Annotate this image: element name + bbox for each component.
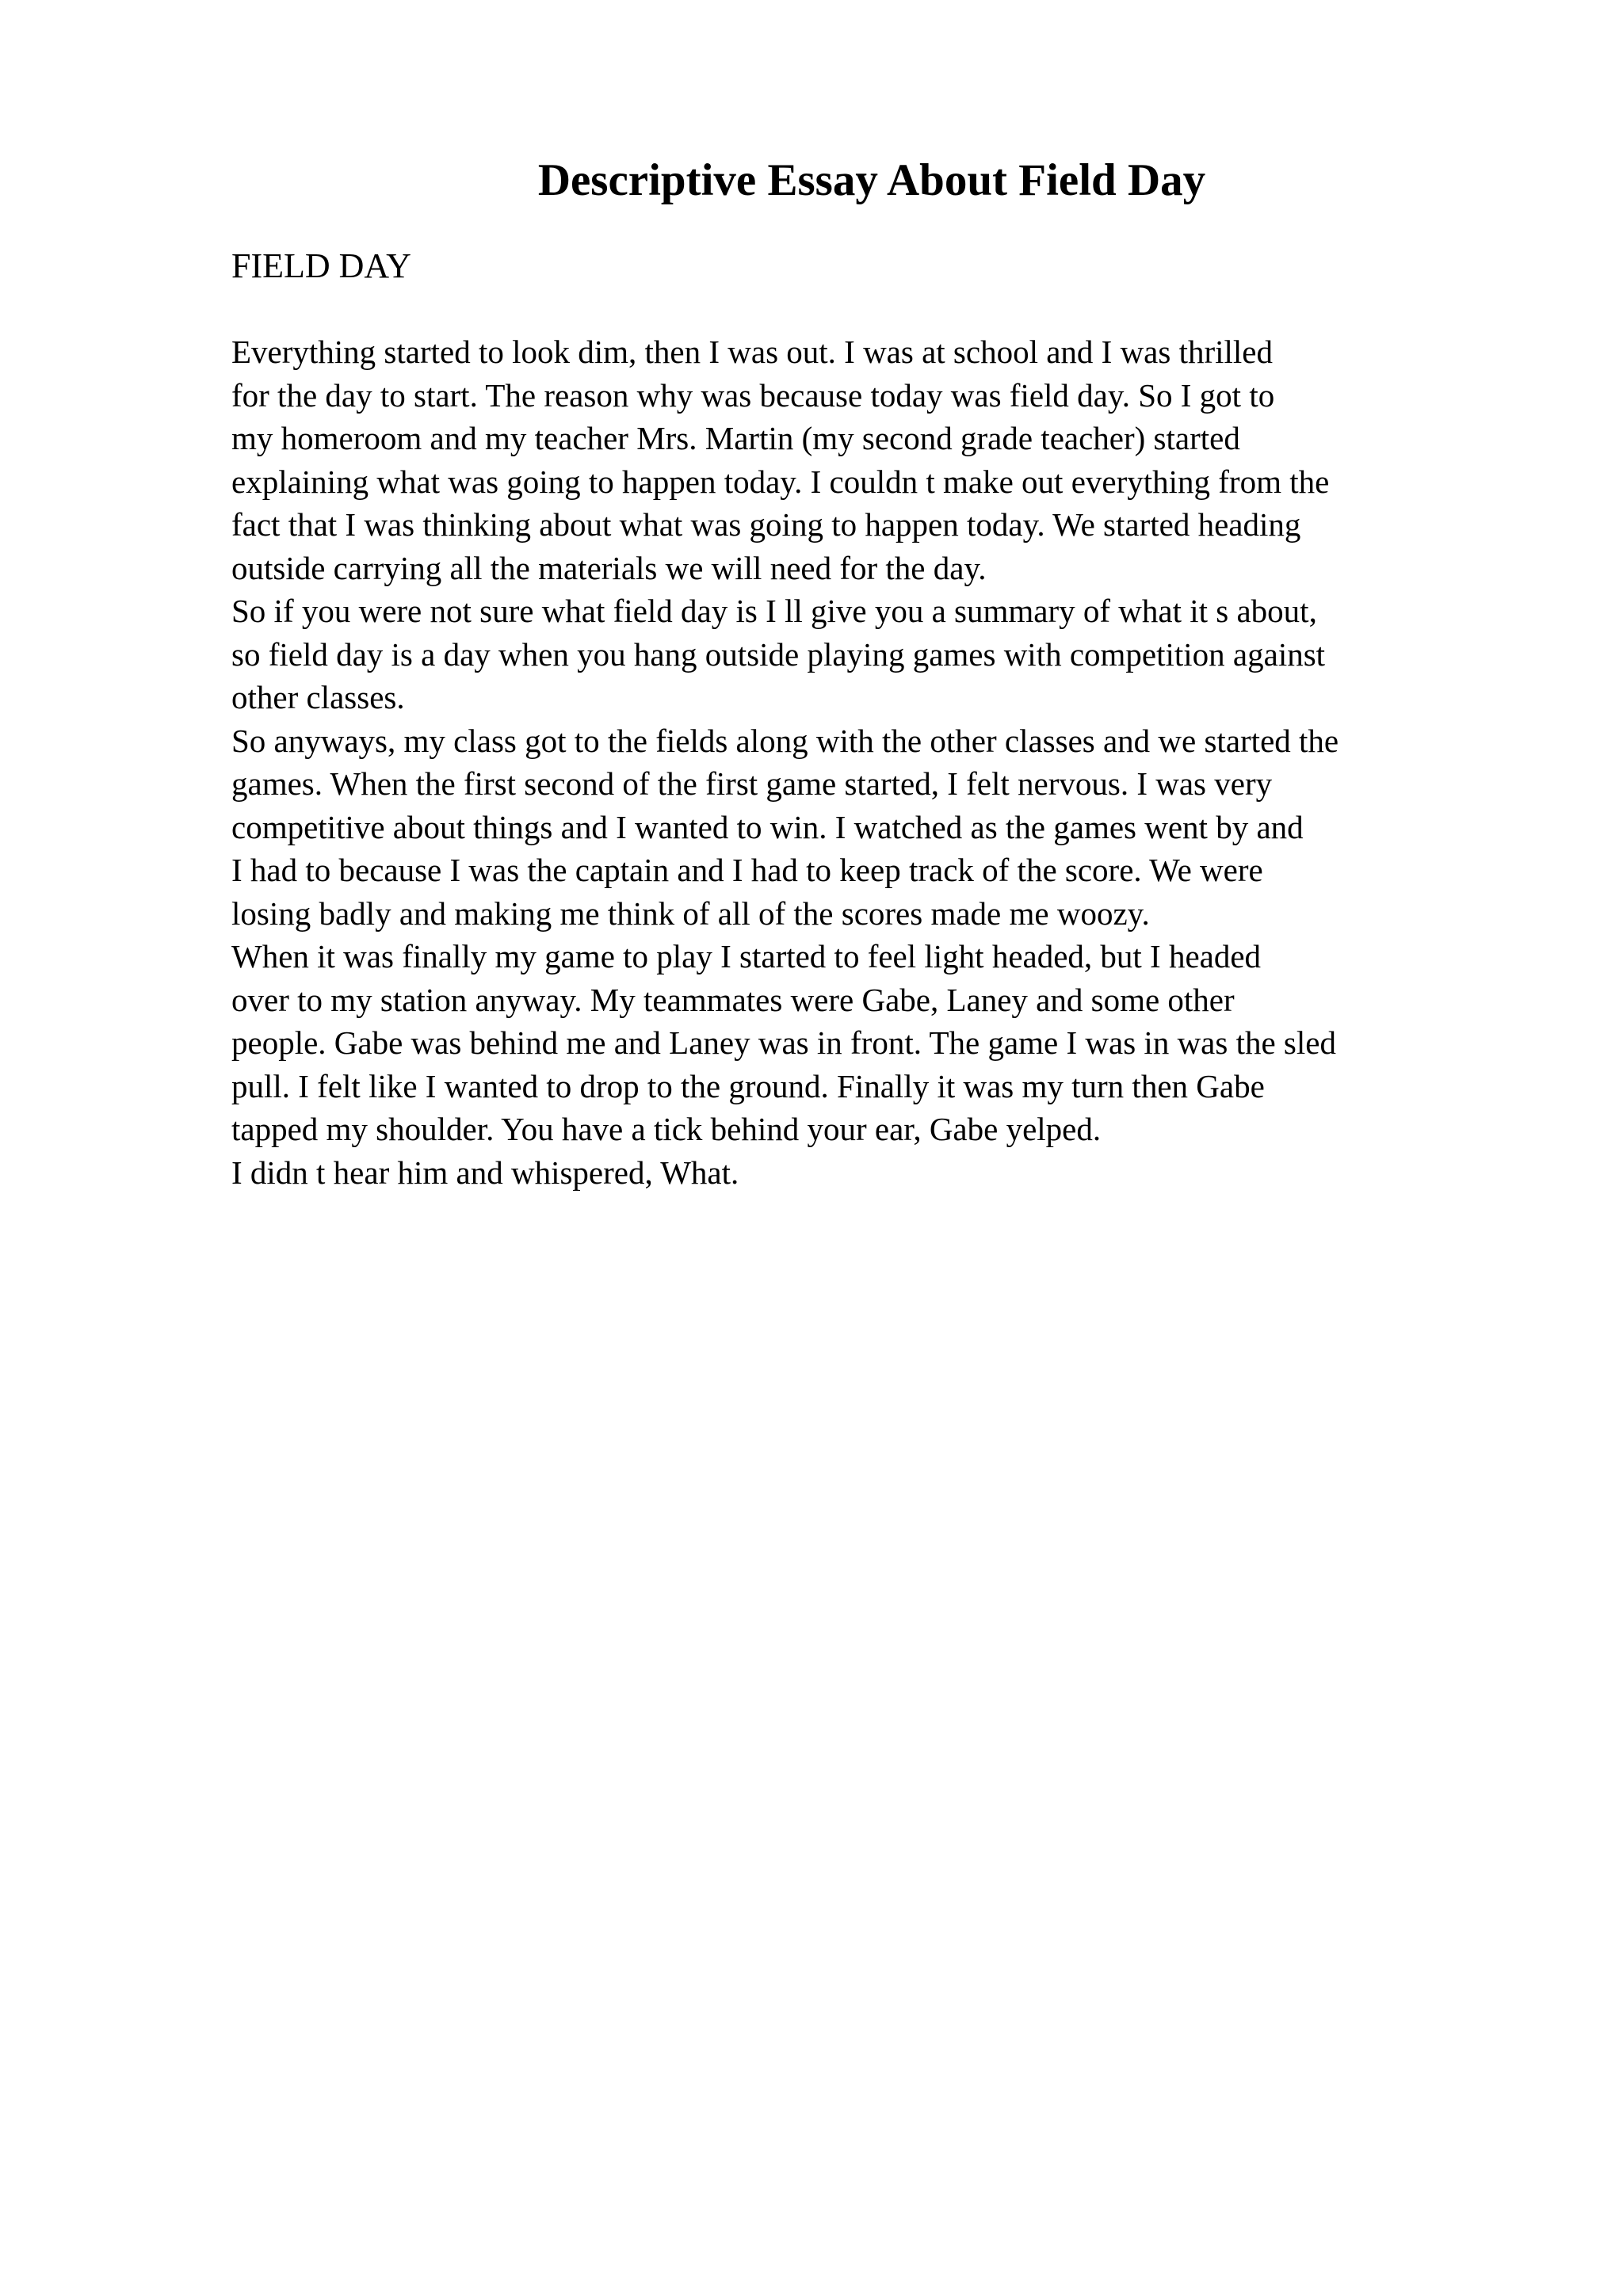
body-line: So anyways, my class got to the fields along with the other classes and we started the: [231, 722, 1339, 759]
body-line: tapped my shoulder. You have a tick behind your ear, Gabe yelped.: [231, 1111, 1102, 1147]
body-line: over to my station anyway. My teammates were Gabe, Laney and some other: [231, 981, 1235, 1018]
body-line: I had to because I was the captain and I had to keep track of the score. We were: [231, 852, 1263, 888]
page-title: Descriptive Essay About Field Day: [537, 155, 1206, 205]
body-line: pull. I felt like I wanted to drop to the ground. Finally it was my turn then Gabe: [231, 1067, 1265, 1104]
body-line: people. Gabe was behind me and Laney was in front. The game I was in was the sled: [231, 1024, 1336, 1061]
body-line: outside carrying all the materials we will need for the day.: [231, 549, 987, 586]
body-line: other classes.: [231, 679, 405, 715]
essay-body: [231, 330, 1579, 1194]
body-line: my homeroom and my teacher Mrs. Martin (my second grade teacher) started: [231, 420, 1240, 456]
essay-subtitle: FIELD DAY: [231, 246, 411, 285]
body-line: explaining what was going to happen today. I couldn t make out everything from the: [231, 463, 1330, 500]
body-line: losing badly and making me think of all of the scores made me woozy.: [231, 894, 1150, 932]
body-line: fact that I was thinking about what was going to happen today. We started heading: [231, 506, 1301, 543]
body-line: Everything started to look dim, then I was out. I was at school and I was thrilled: [231, 334, 1274, 370]
body-line: games. When the first second of the first game started, I felt nervous. I was very: [231, 765, 1273, 802]
body-line: I didn t hear him and whispered, What.: [231, 1154, 739, 1191]
body-line: So if you were not sure what field day is I ll give you a summary of what it s about,: [231, 593, 1317, 629]
body-line: competitive about things and I wanted to win. I watched as the games went by and: [231, 808, 1304, 845]
body-line: so field day is a day when you hang outside playing games with competition against: [231, 635, 1326, 673]
body-line: for the day to start. The reason why was because today was field day. So I got to: [231, 376, 1275, 414]
body-line: When it was finally my game to play I started to feel light headed, but I headed: [231, 938, 1262, 974]
